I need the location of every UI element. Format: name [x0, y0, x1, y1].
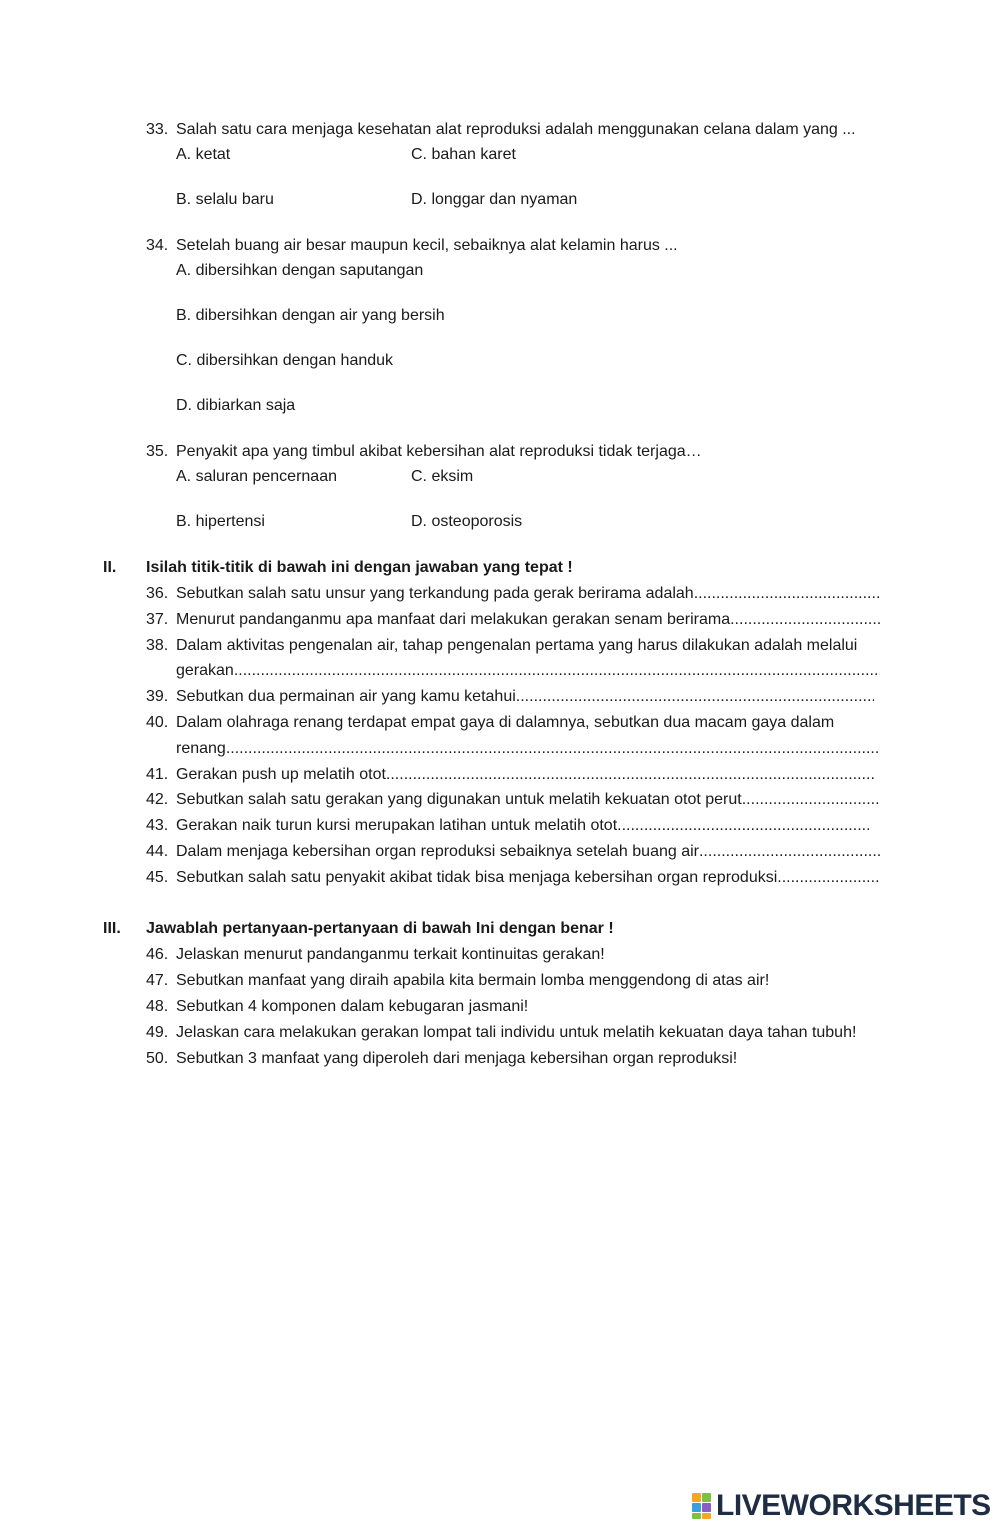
option-b: B. selalu baru	[176, 191, 274, 208]
question-text: Penyakit apa yang timbul akibat kebersihan alat reproduksi tidak terjaga…	[176, 443, 702, 460]
item-text: Menurut pandanganmu apa manfaat dari melakukan gerakan senam berirama	[176, 611, 731, 628]
item-text: Jelaskan menurut pandanganmu terkait kontinuitas gerakan!	[176, 946, 605, 963]
item-number: 43.	[146, 817, 169, 834]
option-b: B. dibersihkan dengan air yang bersih	[176, 307, 445, 324]
section-number: II.	[103, 559, 117, 576]
item-number: 36.	[146, 585, 169, 602]
option-a: A. ketat	[176, 146, 231, 163]
fill-in-item	[176, 584, 880, 604]
item-text: Sebutkan salah satu penyakit akibat tidak bisa menjaga kebersihan organ reproduksi	[176, 869, 778, 886]
item-number: 45.	[146, 869, 169, 886]
answer-blank[interactable]	[617, 816, 869, 836]
item-text: Dalam menjaga kebersihan organ reproduksi sebaiknya setelah buang air	[176, 843, 699, 860]
item-number: 38.	[146, 637, 169, 654]
fill-in-item	[176, 790, 880, 810]
fill-in-item	[176, 842, 880, 862]
answer-blank[interactable]	[777, 868, 880, 888]
item-text: Dalam aktivitas pengenalan air, tahap pengenalan pertama yang harus dilakukan adalah melalui	[176, 637, 858, 654]
item-text: Sebutkan 3 manfaat yang diperoleh dari menjaga kebersihan organ reproduksi!	[176, 1050, 738, 1067]
section-number: III.	[103, 920, 121, 937]
item-number: 49.	[146, 1024, 169, 1041]
fill-in-item	[176, 739, 880, 759]
item-text: Dalam olahraga renang terdapat empat gaya di dalamnya, sebutkan dua macam gaya dalam	[176, 714, 835, 731]
answer-blank[interactable]	[694, 584, 880, 604]
question-text: Salah satu cara menjaga kesehatan alat reproduksi adalah menggunakan celana dalam yang ...	[176, 121, 856, 138]
logo-text: LIVEWORKSHEETS	[716, 1489, 991, 1522]
item-number: 48.	[146, 998, 169, 1015]
fill-in-item	[176, 868, 880, 888]
option-d: D. osteoporosis	[411, 513, 523, 530]
question-number: 35.	[146, 443, 169, 460]
item-number: 41.	[146, 766, 169, 783]
fill-in-item	[176, 816, 869, 836]
question-number: 34.	[146, 237, 169, 254]
answer-blank[interactable]	[386, 765, 876, 785]
item-text-continued: renang	[176, 740, 226, 757]
option-b: B. hipertensi	[176, 513, 265, 530]
fill-in-item	[176, 610, 880, 630]
option-d: D. dibiarkan saja	[176, 397, 296, 414]
item-text: Sebutkan salah satu gerakan yang digunakan untuk melatih kekuatan otot perut	[176, 791, 742, 808]
item-text: Gerakan naik turun kursi merupakan latihan untuk melatih otot	[176, 817, 618, 834]
option-c: C. eksim	[411, 468, 474, 485]
item-number: 40.	[146, 714, 169, 731]
item-text: Jelaskan cara melakukan gerakan lompat tali individu untuk melatih kekuatan daya tahan tubuh!	[176, 1024, 857, 1041]
answer-blank[interactable]	[742, 790, 880, 810]
item-number: 44.	[146, 843, 169, 860]
item-text: Sebutkan dua permainan air yang kamu ketahui	[176, 688, 516, 705]
item-text-continued: gerakan	[176, 662, 234, 679]
item-text: Sebutkan salah satu unsur yang terkandung pada gerak berirama adalah	[176, 585, 694, 602]
fill-in-item	[176, 765, 876, 785]
option-c: C. dibersihkan dengan handuk	[176, 352, 394, 369]
item-number: 37.	[146, 611, 169, 628]
question-number: 33.	[146, 121, 169, 138]
option-c: C. bahan karet	[411, 146, 516, 163]
answer-blank[interactable]	[234, 661, 880, 681]
answer-blank[interactable]	[226, 739, 880, 759]
section-title: Jawablah pertanyaan-pertanyaan di bawah Ini dengan benar !	[146, 920, 614, 937]
item-number: 42.	[146, 791, 169, 808]
question-text: Setelah buang air besar maupun kecil, sebaiknya alat kelamin harus ...	[176, 237, 678, 254]
item-number: 50.	[146, 1050, 169, 1067]
option-a: A. saluran pencernaan	[176, 468, 337, 485]
fill-in-item	[176, 661, 880, 681]
item-number: 39.	[146, 688, 169, 705]
fill-in-item	[176, 687, 874, 707]
section-title: Isilah titik-titik di bawah ini dengan jawaban yang tepat !	[146, 559, 573, 576]
item-number: 47.	[146, 972, 169, 989]
option-a: A. dibersihkan dengan saputangan	[176, 262, 424, 279]
item-text: Sebutkan 4 komponen dalam kebugaran jasmani!	[176, 998, 529, 1015]
item-text: Sebutkan manfaat yang diraih apabila kita bermain lomba menggendong di atas air!	[176, 972, 770, 989]
item-text: Gerakan push up melatih otot	[176, 766, 386, 783]
liveworksheets-logo[interactable]	[692, 1490, 991, 1522]
item-number: 46.	[146, 946, 169, 963]
answer-blank[interactable]	[516, 687, 874, 707]
option-d: D. longgar dan nyaman	[411, 191, 578, 208]
liveworksheets-logo-icon	[692, 1491, 712, 1521]
answer-blank[interactable]	[730, 610, 880, 630]
answer-blank[interactable]	[699, 842, 880, 862]
